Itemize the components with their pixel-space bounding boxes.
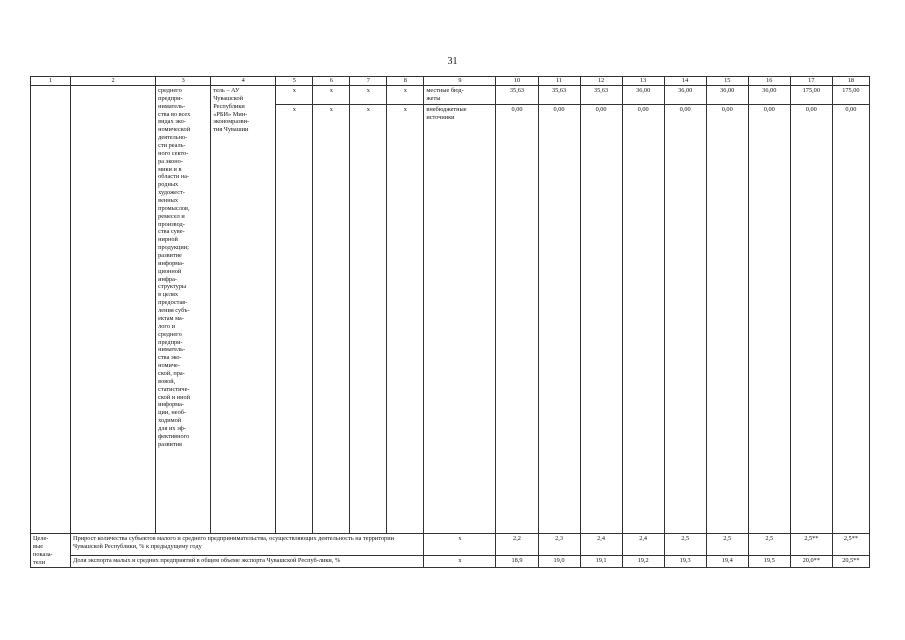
empty-cell bbox=[31, 86, 71, 534]
targets-label: Целе- вые показа- тели bbox=[31, 534, 71, 568]
header-cell: 18 bbox=[832, 77, 869, 86]
value-cell: 19,0 bbox=[538, 555, 580, 568]
value-cell: 175,00 bbox=[790, 86, 832, 105]
value-cell: 2,5** bbox=[790, 534, 832, 556]
value-cell: 2,2 bbox=[496, 534, 538, 556]
code-cell: x bbox=[313, 86, 350, 105]
empty-cell bbox=[71, 86, 156, 534]
value-cell: 0,00 bbox=[580, 104, 622, 533]
header-cell: 9 bbox=[424, 77, 496, 86]
value-cell: 0,00 bbox=[496, 104, 538, 533]
header-cell: 17 bbox=[790, 77, 832, 86]
value-cell: 19,4 bbox=[706, 555, 748, 568]
value-cell: 20,5** bbox=[832, 555, 869, 568]
value-cell: 0,00 bbox=[832, 104, 869, 533]
indicator-row bbox=[31, 555, 870, 568]
program-table bbox=[30, 76, 870, 568]
value-cell: 2,4 bbox=[580, 534, 622, 556]
code-cell: x bbox=[276, 86, 313, 105]
header-cell: 14 bbox=[664, 77, 706, 86]
code-cell: x bbox=[350, 104, 387, 533]
header-cell: 11 bbox=[538, 77, 580, 86]
header-cell: 6 bbox=[313, 77, 350, 86]
value-cell: 0,00 bbox=[664, 104, 706, 533]
funding-row-local bbox=[31, 86, 870, 105]
value-cell: 2,4 bbox=[622, 534, 664, 556]
indicator-text: Доля экспорта малых и средних предприятий в общем объеме экспорта Чувашской Респуб-лики, % bbox=[71, 555, 424, 568]
value-cell: 19,3 bbox=[664, 555, 706, 568]
value-cell: 35,63 bbox=[496, 86, 538, 105]
value-cell: 0,00 bbox=[790, 104, 832, 533]
code-cell: x bbox=[350, 86, 387, 105]
header-cell: 15 bbox=[706, 77, 748, 86]
header-cell: 13 bbox=[622, 77, 664, 86]
value-cell: 19,1 bbox=[580, 555, 622, 568]
value-cell: 36,00 bbox=[664, 86, 706, 105]
value-cell: 19,5 bbox=[748, 555, 790, 568]
code-cell: x bbox=[313, 104, 350, 533]
code-cell: x bbox=[387, 86, 424, 105]
value-cell: 2,3 bbox=[538, 534, 580, 556]
indicator-mark: x bbox=[424, 534, 496, 556]
header-cell: 8 bbox=[387, 77, 424, 86]
value-cell: 0,00 bbox=[706, 104, 748, 533]
value-cell: 20,0** bbox=[790, 555, 832, 568]
value-cell: 36,00 bbox=[748, 86, 790, 105]
value-cell: 2,5** bbox=[832, 534, 869, 556]
indicator-row bbox=[31, 534, 870, 556]
value-cell: 35,63 bbox=[538, 86, 580, 105]
value-cell: 2,5 bbox=[706, 534, 748, 556]
indicator-mark: x bbox=[424, 555, 496, 568]
header-cell: 12 bbox=[580, 77, 622, 86]
executor-cell: тель – АУ Чувашской Республики «РБИ» Мин- экономразви- тия Чувашии bbox=[211, 86, 276, 534]
header-cell: 7 bbox=[350, 77, 387, 86]
header-cell: 16 bbox=[748, 77, 790, 86]
header-cell: 10 bbox=[496, 77, 538, 86]
page-number: 31 bbox=[447, 56, 458, 67]
value-cell: 0,00 bbox=[748, 104, 790, 533]
header-cell: 1 bbox=[31, 77, 71, 86]
value-cell: 36,00 bbox=[706, 86, 748, 105]
header-cell: 3 bbox=[156, 77, 211, 86]
header-cell: 4 bbox=[211, 77, 276, 86]
funding-source: местные бюд- жеты bbox=[424, 86, 496, 105]
value-cell: 35,63 bbox=[580, 86, 622, 105]
value-cell: 2,5 bbox=[664, 534, 706, 556]
code-cell: x bbox=[387, 104, 424, 533]
code-cell: x bbox=[276, 104, 313, 533]
header-cell: 5 bbox=[276, 77, 313, 86]
value-cell: 2,5 bbox=[748, 534, 790, 556]
header-row bbox=[31, 77, 870, 86]
value-cell: 19,2 bbox=[622, 555, 664, 568]
funding-source: внебюджетные источники bbox=[424, 104, 496, 533]
indicator-text: Прирост количества субъектов малого и среднего предпринимательства, осуществляющих деятельность на территории Чувашской Республики, % к предыдущему году bbox=[71, 534, 424, 556]
value-cell: 0,00 bbox=[538, 104, 580, 533]
value-cell: 175,00 bbox=[832, 86, 869, 105]
activity-description: среднего предпри- ниматель- ства во всех видах эко- номической деятельно- сти реаль- ного секто- ра эконо- мики и в области на- родных художест- венных промыслов, ремесел и производ- ства суве- нирной продукции; развитие информа- ционной инфра- структуры в целях предостав- ления субъ- ектам ма- лого и среднего предпри- ниматель- ства эко- номиче- ской, пра- вовой, статистиче- ской и иной информа- ции, необ- ходимой для их эф- фективного развития bbox=[156, 86, 211, 534]
value-cell: 18,9 bbox=[496, 555, 538, 568]
header-cell: 2 bbox=[71, 77, 156, 86]
value-cell: 0,00 bbox=[622, 104, 664, 533]
value-cell: 36,00 bbox=[622, 86, 664, 105]
